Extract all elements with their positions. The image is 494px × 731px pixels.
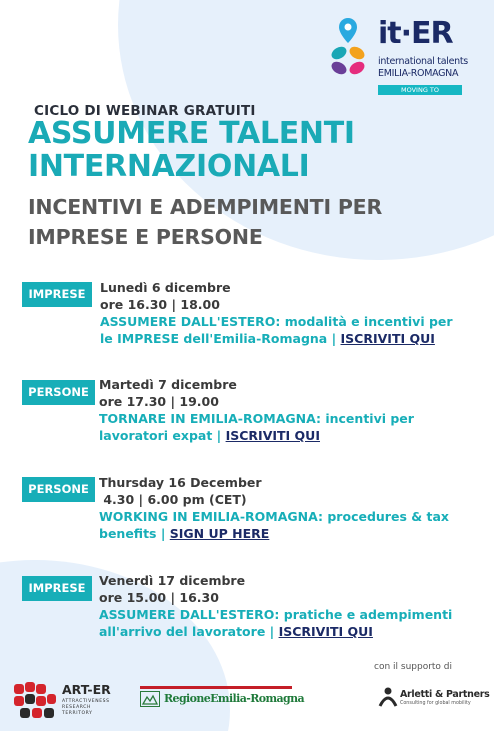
- event-text: [99, 474, 449, 542]
- event-description-1: ASSUMERE DALL'ESTERO: modalità e incentivi per: [100, 314, 453, 329]
- regione-emilia-romagna-logo: [140, 686, 305, 708]
- event-description-2: le IMPRESE dell'Emilia-Romagna |: [100, 331, 341, 346]
- event-description-1: ASSUMERE DALL'ESTERO: pratiche e adempimenti: [99, 607, 453, 622]
- event-date: Venerdì 17 dicembre: [99, 573, 246, 588]
- event-text: [99, 572, 452, 640]
- arletti-partners-logo: [378, 686, 488, 712]
- arter-logo: [12, 680, 122, 724]
- event-time: 4.30 | 6.00 pm (CET): [99, 492, 247, 507]
- event-badge: IMPRESE: [22, 576, 92, 601]
- logo-subtitle-2: EMILIA-ROMAGNA: [378, 68, 459, 79]
- arletti-subtitle: Consulting for global mobility: [400, 701, 471, 706]
- event-badge: PERSONE: [22, 380, 95, 405]
- event-date: Martedì 7 dicembre: [99, 377, 237, 392]
- event-text: [99, 376, 414, 444]
- logo-subtitle-1: international talents: [378, 56, 468, 67]
- logo-name: it·ER: [378, 16, 453, 51]
- arter-sub-line-1: ATTRACTIVENESS: [62, 699, 110, 704]
- arletti-name: Arletti & Partners: [400, 689, 490, 700]
- event-badge: IMPRESE: [22, 282, 92, 307]
- page-title: [28, 117, 355, 183]
- rer-name: RegioneEmilia-Romagna: [164, 692, 305, 705]
- title-line-2: INTERNAZIONALI: [28, 149, 310, 184]
- arter-subtitle: [62, 699, 110, 717]
- arter-name: ART-ER: [62, 682, 111, 697]
- iter-logo-mark-icon: [330, 16, 376, 82]
- kicker-text: CICLO DI WEBINAR GRATUITI: [34, 103, 256, 119]
- subtitle-line-1: INCENTIVI E ADEMPIMENTI PER: [28, 195, 383, 219]
- arletti-mark-icon: [378, 686, 398, 708]
- register-link[interactable]: ISCRIVITI QUI: [278, 624, 373, 639]
- event-description-1: WORKING IN EMILIA-ROMAGNA: procedures & tax: [99, 509, 449, 524]
- arter-sub-line-3: TERRITORY: [62, 711, 93, 716]
- arter-sub-line-2: RESEARCH: [62, 705, 91, 710]
- rer-red-bar: [140, 686, 292, 689]
- event-date: Lunedì 6 dicembre: [100, 280, 231, 295]
- subtitle-line-2: IMPRESE E PERSONE: [28, 225, 263, 249]
- event-time: ore 15.00 | 16.30: [99, 590, 219, 605]
- iter-logo: [330, 16, 470, 98]
- event-description-1: TORNARE IN EMILIA-ROMAGNA: incentivi per: [99, 411, 414, 426]
- page-subtitle: [28, 192, 382, 252]
- event-description-2: lavoratori expat |: [99, 428, 226, 443]
- event-description-2: benefits |: [99, 526, 170, 541]
- rer-emblem-icon: [140, 691, 160, 707]
- register-link[interactable]: ISCRIVITI QUI: [225, 428, 320, 443]
- event-date: Thursday 16 December: [99, 475, 262, 490]
- arter-mark-icon: [12, 680, 58, 724]
- support-text: con il supporto di: [374, 662, 453, 672]
- event-time: ore 17.30 | 19.00: [99, 394, 219, 409]
- register-link[interactable]: ISCRIVITI QUI: [340, 331, 435, 346]
- event-time: ore 16.30 | 18.00: [100, 297, 220, 312]
- title-line-1: ASSUMERE TALENTI: [28, 116, 355, 151]
- event-description-2: all'arrivo del lavoratore |: [99, 624, 279, 639]
- event-badge: PERSONE: [22, 477, 95, 502]
- logo-tagline: MOVING TO: [378, 85, 462, 95]
- event-text: [100, 279, 453, 347]
- signup-link[interactable]: SIGN UP HERE: [169, 526, 270, 541]
